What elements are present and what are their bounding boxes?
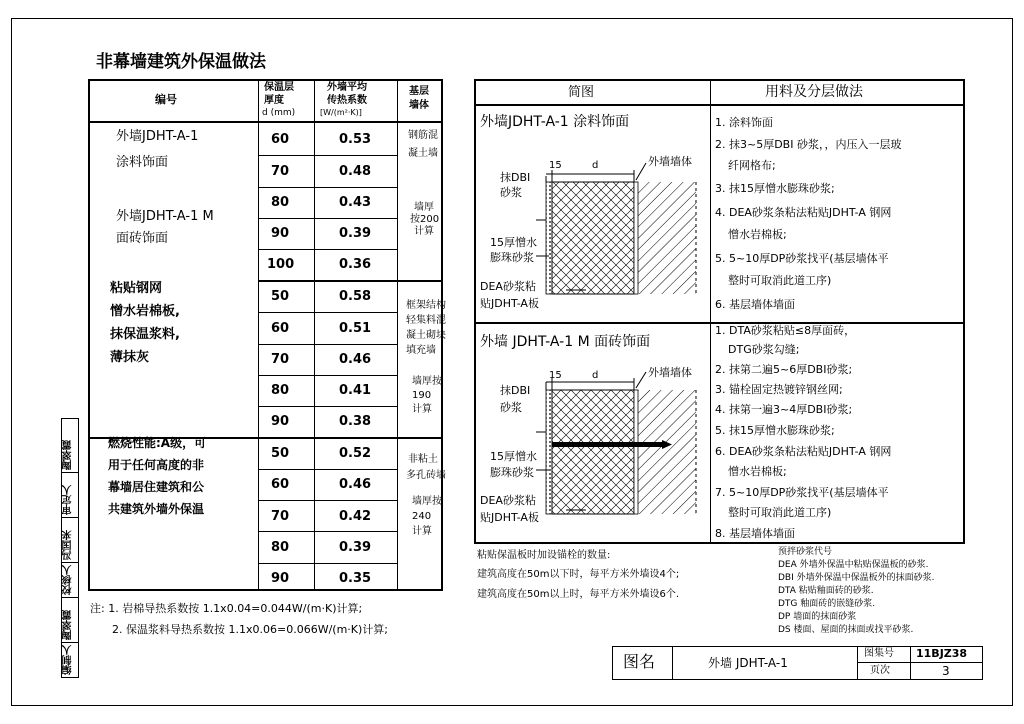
- header-k: 外墙平均: [327, 82, 367, 93]
- base-text: 轻集料混: [406, 315, 446, 326]
- system-finish: 涂料饰面: [116, 155, 169, 170]
- callout-label: DEA砂浆粘: [480, 280, 536, 293]
- page-label: 页次: [870, 665, 890, 676]
- method-step: 1. 涂料饰面: [715, 116, 773, 129]
- legend-item: DP 墙面的抹面砂浆: [778, 612, 857, 622]
- base-text: 多孔砖墙: [406, 470, 446, 481]
- method-step: 5. 抹15厚憎水膨珠砂浆;: [715, 424, 835, 437]
- method-step: 整时可取消此道工序): [728, 506, 832, 519]
- thickness-value: 100: [267, 257, 295, 272]
- atlas-label: 图集号: [864, 648, 894, 659]
- method-step: 3. 锚栓固定热镀锌钢丝网;: [715, 383, 843, 396]
- base-text: 钢筋混: [408, 130, 438, 141]
- thickness-value: 80: [271, 540, 290, 555]
- k-value: 0.48: [339, 164, 372, 179]
- section-title: 外墙JDHT-A-1 涂料饰面: [480, 114, 630, 130]
- method-step: 8. 基层墙体墙面: [715, 527, 795, 540]
- k-value: 0.53: [339, 132, 372, 147]
- material-text: 薄抹灰: [110, 350, 150, 365]
- callout-label: 膨珠砂浆: [490, 251, 534, 264]
- callout-label: 贴JDHT-A板: [480, 297, 539, 310]
- method-step: 2. 抹3~5厚DBI 砂浆，，内压入一层玻: [715, 138, 902, 151]
- method-step: 4. 抹第一遍3~4厚DBI砂浆;: [715, 403, 853, 416]
- k-value: 0.38: [339, 414, 372, 429]
- callout-label: 砂浆: [500, 186, 522, 199]
- k-value: 0.46: [339, 352, 372, 367]
- strip-text: 编制人: [63, 645, 74, 675]
- method-step: 6. 基层墙体墙面: [715, 298, 795, 311]
- callout-label: 抹DBI: [500, 384, 531, 397]
- base-text: 凝土砌块: [406, 330, 446, 341]
- base-text: 计算: [414, 226, 434, 237]
- fire-text: 用于任何高度的非: [108, 458, 205, 472]
- thickness-value: 70: [271, 509, 290, 524]
- footnote: 2. 保温浆料导热系数按 1.1x0.06=0.066W/(m·K)计算;: [112, 623, 388, 636]
- base-text: 240: [412, 511, 432, 522]
- method-step: 3. 抹15厚憎水膨珠砂浆;: [715, 182, 835, 195]
- thickness-value: 90: [271, 571, 290, 586]
- callout-label: 抹DBI: [500, 171, 531, 184]
- k-value: 0.39: [339, 540, 372, 555]
- strip-text: 陶翠霞: [63, 610, 74, 640]
- strip-text: 审定人: [63, 485, 74, 515]
- fire-text: 共建筑外墙外保温: [108, 502, 205, 516]
- base-text: 墙厚按: [412, 376, 442, 387]
- method-step: 1. DTA砂浆粘贴≤8厚面砖，: [715, 324, 856, 337]
- base-text: 190: [412, 390, 432, 401]
- material-text: 憎水岩棉板,: [110, 304, 180, 319]
- header-base: 基层: [409, 86, 429, 97]
- base-text: 按200: [410, 214, 440, 225]
- k-value: 0.46: [339, 477, 372, 492]
- k-value: 0.52: [339, 446, 372, 461]
- header-base: 墙体: [409, 100, 429, 111]
- dim-label: 15: [549, 370, 562, 381]
- callout-label: 膨珠砂浆: [490, 466, 534, 479]
- page-number: 3: [942, 664, 950, 678]
- base-text: 计算: [412, 404, 432, 415]
- legend-item: DS 楼面、屋面的抹面或找平砂浆.: [778, 625, 914, 635]
- k-value: 0.35: [339, 571, 372, 586]
- strip-text: 陶翠霞: [63, 440, 74, 470]
- anchor-note: 建筑高度在50m以上时，每平方米外墙设6个.: [477, 589, 680, 600]
- strip-text: 校核人: [63, 565, 74, 595]
- thickness-value: 90: [271, 414, 290, 429]
- method-step: 7. 5~10厚DP砂浆找平(基层墙体平: [715, 486, 889, 499]
- base-text: 凝土墙: [408, 148, 438, 159]
- method-step: 整时可取消此道工序): [728, 274, 832, 287]
- fire-text: 燃烧性能:A级，可: [108, 436, 207, 450]
- thickness-value: 80: [271, 195, 290, 210]
- callout-label: 15厚憎水: [490, 236, 537, 249]
- anchor-note: 建筑高度在50m以下时，每平方米外墙设4个;: [477, 569, 680, 580]
- method-step: 憎水岩棉板;: [728, 465, 787, 478]
- callout-label: 砂浆: [500, 401, 522, 414]
- header-k: 传热系数: [327, 95, 367, 106]
- atlas-number: 11BJZ38: [916, 647, 968, 660]
- section-title: 外墙 JDHT-A-1 M 面砖饰面: [480, 334, 651, 350]
- fire-text: 幕墙居住建筑和公: [108, 480, 205, 494]
- drawing-name: 外墙 JDHT-A-1: [708, 656, 788, 670]
- method-step: 6. DEA砂浆条粘法粘贴JDHT-A 钢网: [715, 445, 892, 458]
- system-finish: 面砖饰面: [116, 231, 169, 246]
- legend-item: DTA 粘贴釉面砖的砂浆.: [778, 586, 874, 596]
- method-step: 憎水岩棉板;: [728, 228, 787, 241]
- base-text: 墙厚: [414, 202, 434, 213]
- base-text: 计算: [412, 526, 432, 537]
- anchor-note: 粘贴保温板时加设锚栓的数量:: [477, 550, 611, 561]
- base-text: 填充墙: [406, 345, 436, 356]
- thickness-value: 70: [271, 164, 290, 179]
- legend-item: DEA 外墙外保温中粘贴保温板的砂浆.: [778, 560, 929, 570]
- header-thickness: 厚度: [264, 95, 284, 106]
- dim-label: 15: [549, 160, 562, 171]
- thickness-value: 80: [271, 383, 290, 398]
- callout-label: DEA砂浆粘: [480, 494, 536, 507]
- dim-label: d: [592, 370, 599, 381]
- page-title: 非幕墙建筑外保温做法: [96, 52, 266, 72]
- k-value: 0.51: [339, 321, 372, 336]
- legend-item: DTG 釉面砖的嵌缝砂浆.: [778, 599, 876, 609]
- dim-label: d: [592, 160, 599, 171]
- k-value: 0.41: [339, 383, 372, 398]
- base-text: 墙厚按: [412, 496, 442, 507]
- header-k: [W/(m²·K)]: [320, 108, 362, 117]
- k-value: 0.42: [339, 509, 372, 524]
- callout-label: 15厚憎水: [490, 450, 537, 463]
- legend-title: 预拌砂浆代号: [778, 547, 833, 557]
- method-step: 2. 抹第二遍5~6厚DBI砂浆;: [715, 363, 853, 376]
- k-value: 0.39: [339, 226, 372, 241]
- header-method: 用料及分层做法: [765, 84, 863, 100]
- header-thickness: 保温层: [264, 82, 294, 93]
- base-text: 非粘土: [408, 454, 438, 465]
- header-diagram: 简图: [568, 85, 595, 100]
- thickness-value: 50: [271, 289, 290, 304]
- method-step: 4. DEA砂浆条粘法粘贴JDHT-A 钢网: [715, 206, 892, 219]
- thickness-value: 60: [271, 477, 290, 492]
- method-step: 5. 5~10厚DP砂浆找平(基层墙体平: [715, 252, 889, 265]
- callout-label: 贴JDHT-A板: [480, 511, 539, 524]
- header-thickness: d (mm): [262, 108, 296, 118]
- footnote: 注: 1. 岩棉导热系数按 1.1x0.04=0.044W/(m·K)计算;: [90, 602, 363, 615]
- legend-item: DBI 外墙外保温中保温板外的抹面砂浆.: [778, 573, 935, 583]
- wall-label: 外墙墙体: [648, 155, 692, 168]
- base-text: 框架结构: [406, 300, 446, 311]
- material-text: 粘贴钢网: [110, 281, 163, 296]
- thickness-value: 70: [271, 352, 290, 367]
- drawing-name-label: 图名: [623, 652, 656, 671]
- system-id: 外墙JDHT-A-1 M: [116, 209, 214, 224]
- wall-label: 外墙墙体: [648, 366, 692, 379]
- header-id: 编号: [155, 93, 177, 106]
- thickness-value: 60: [271, 321, 290, 336]
- thickness-value: 60: [271, 132, 290, 147]
- strip-text: 冯国来: [63, 530, 74, 560]
- k-value: 0.43: [339, 195, 372, 210]
- system-id: 外墙JDHT-A-1: [116, 129, 199, 144]
- k-value: 0.58: [339, 289, 372, 304]
- thickness-value: 90: [271, 226, 290, 241]
- method-step: 纤网格布;: [728, 159, 776, 172]
- thickness-value: 50: [271, 446, 290, 461]
- k-value: 0.36: [339, 257, 372, 272]
- method-step: DTG砂浆勾缝;: [728, 343, 800, 356]
- material-text: 抹保温浆料,: [110, 327, 180, 342]
